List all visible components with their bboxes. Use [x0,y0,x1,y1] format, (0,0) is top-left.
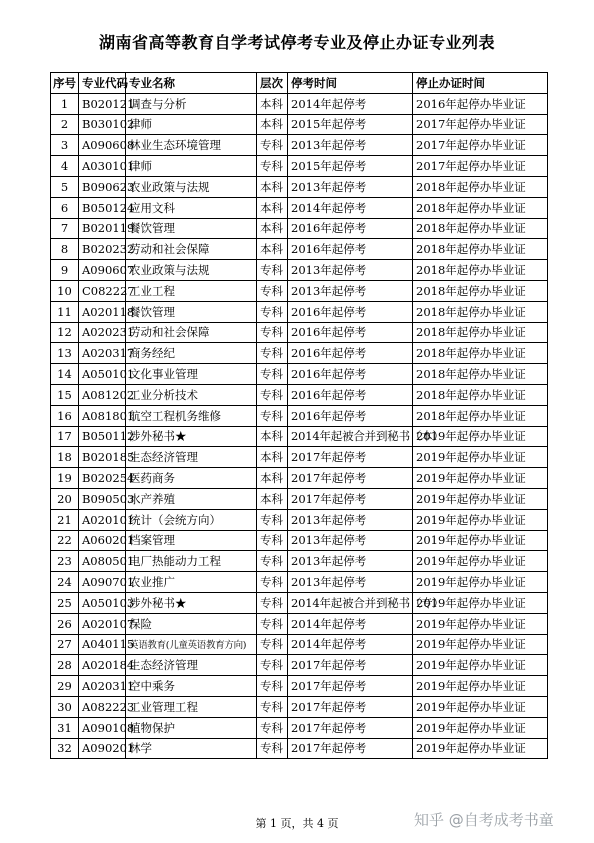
stop-exam-cell: 2015年起停考 [288,114,413,135]
watermark: 知乎 @自考成考书童 [414,811,554,829]
stop-certificate-cell: 2019年起停办毕业证 [413,572,548,593]
stop-exam-cell: 2014年起停考 [288,634,413,655]
name-cell: 劳动和社会保障 [126,239,257,260]
table-row [51,634,548,655]
name-cell: 保险 [126,613,257,634]
name-cell: 生态经济管理 [126,447,257,468]
stop-exam-cell: 2017年起停考 [288,738,413,759]
level-cell: 专科 [257,156,288,177]
seq-cell: 2 [51,114,79,135]
code-cell: A090201 [79,738,126,759]
name-cell: 涉外秘书★ [126,592,257,613]
seq-cell: 4 [51,156,79,177]
level-cell: 专科 [257,551,288,572]
level-cell: 专科 [257,280,288,301]
code-cell: A080501 [79,551,126,572]
stop-certificate-cell: 2018年起停办毕业证 [413,239,548,260]
seq-cell: 21 [51,509,79,530]
code-cell: C082227 [79,280,126,301]
table-row [51,572,548,593]
seq-cell: 24 [51,572,79,593]
seq-cell: 1 [51,93,79,114]
stop-exam-cell: 2016年起停考 [288,301,413,322]
table-row [51,426,548,447]
level-cell: 专科 [257,384,288,405]
stop-exam-cell: 2016年起停考 [288,218,413,239]
table-row [51,197,548,218]
table-row [51,343,548,364]
seq-cell: 18 [51,447,79,468]
table-row [51,488,548,509]
code-cell: B020121 [79,93,126,114]
table-body [51,93,548,759]
table-row [51,509,548,530]
name-cell: 林业生态环境管理 [126,135,257,156]
stop-exam-cell: 2017年起停考 [288,676,413,697]
table-row [51,655,548,676]
name-cell: 工业管理工程 [126,696,257,717]
seq-cell: 27 [51,634,79,655]
table-row [51,114,548,135]
level-cell: 本科 [257,176,288,197]
stop-certificate-cell: 2019年起停办毕业证 [413,488,548,509]
code-cell: A082223 [79,696,126,717]
stop-certificate-cell: 2018年起停办毕业证 [413,197,548,218]
stop-exam-cell: 2014年起被合并到秘书（本） [288,426,413,447]
code-cell: B020119 [79,218,126,239]
stop-certificate-cell: 2019年起停办毕业证 [413,696,548,717]
table-row [51,280,548,301]
seq-cell: 20 [51,488,79,509]
seq-cell: 7 [51,218,79,239]
stop-exam-cell: 2014年起停考 [288,197,413,218]
code-cell: A040115 [79,634,126,655]
stop-exam-cell: 2015年起停考 [288,156,413,177]
code-cell: B090623 [79,176,126,197]
name-cell: 工业工程 [126,280,257,301]
stop-certificate-cell: 2019年起停办毕业证 [413,676,548,697]
stop-certificate-cell: 2017年起停办毕业证 [413,135,548,156]
code-cell: A090608 [79,135,126,156]
stop-exam-cell: 2016年起停考 [288,239,413,260]
level-cell: 本科 [257,447,288,468]
name-cell: 涉外秘书★ [126,426,257,447]
code-cell: B030102 [79,114,126,135]
table-row [51,218,548,239]
stop-exam-cell: 2014年起停考 [288,613,413,634]
stop-exam-cell: 2013年起停考 [288,260,413,281]
table-row [51,301,548,322]
table-header-row [51,73,548,94]
table-row [51,405,548,426]
level-cell: 专科 [257,613,288,634]
name-cell: 林学 [126,738,257,759]
code-cell: A020118 [79,301,126,322]
stop-exam-cell: 2013年起停考 [288,135,413,156]
name-cell: 农业政策与法规 [126,260,257,281]
table-row [51,135,548,156]
stop-certificate-cell: 2018年起停办毕业证 [413,280,548,301]
table-row [51,176,548,197]
table-row [51,613,548,634]
code-cell: A081202 [79,384,126,405]
stop-certificate-cell: 2019年起停办毕业证 [413,655,548,676]
table-row [51,468,548,489]
name-cell: 调查与分析 [126,93,257,114]
code-cell: A020184 [79,655,126,676]
level-cell: 专科 [257,260,288,281]
stop-exam-cell: 2013年起停考 [288,280,413,301]
document-title: 湖南省高等教育自学考试停考专业及停止办证专业列表 [98,33,495,52]
level-cell: 专科 [257,717,288,738]
name-cell: 商务经纪 [126,343,257,364]
level-cell: 本科 [257,114,288,135]
code-cell: A050103 [79,592,126,613]
stop-certificate-cell: 2018年起停办毕业证 [413,218,548,239]
code-cell: A050101 [79,364,126,385]
code-cell: A030101 [79,156,126,177]
seq-cell: 25 [51,592,79,613]
stop-certificate-cell: 2017年起停办毕业证 [413,156,548,177]
seq-cell: 17 [51,426,79,447]
stop-exam-cell: 2013年起停考 [288,551,413,572]
stop-exam-cell: 2013年起停考 [288,572,413,593]
header-stop-exam-time: 停考时间 [288,73,413,94]
seq-cell: 22 [51,530,79,551]
table-row [51,322,548,343]
header-stop-certificate-time: 停止办证时间 [413,73,548,94]
stop-certificate-cell: 2019年起停办毕业证 [413,509,548,530]
stop-exam-cell: 2016年起停考 [288,384,413,405]
level-cell: 专科 [257,655,288,676]
code-cell: B050124 [79,197,126,218]
table-row [51,260,548,281]
name-cell: 植物保护 [126,717,257,738]
seq-cell: 30 [51,696,79,717]
stop-certificate-cell: 2019年起停办毕业证 [413,592,548,613]
stop-certificate-cell: 2019年起停办毕业证 [413,530,548,551]
code-cell: A090108 [79,717,126,738]
stop-certificate-cell: 2018年起停办毕业证 [413,364,548,385]
name-cell: 农业推广 [126,572,257,593]
seq-cell: 19 [51,468,79,489]
stop-certificate-cell: 2019年起停办毕业证 [413,738,548,759]
level-cell: 专科 [257,135,288,156]
stop-exam-cell: 2014年起被合并到秘书（专） [288,592,413,613]
seq-cell: 9 [51,260,79,281]
seq-cell: 16 [51,405,79,426]
stop-certificate-cell: 2019年起停办毕业证 [413,426,548,447]
level-cell: 专科 [257,405,288,426]
seq-cell: 31 [51,717,79,738]
name-cell: 生态经济管理 [126,655,257,676]
stop-exam-cell: 2013年起停考 [288,176,413,197]
name-cell: 律师 [126,114,257,135]
stop-certificate-cell: 2018年起停办毕业证 [413,176,548,197]
level-cell: 专科 [257,530,288,551]
name-cell: 工业分析技术 [126,384,257,405]
stop-certificate-cell: 2019年起停办毕业证 [413,717,548,738]
header-code: 专业代码 [79,73,126,94]
level-cell: 专科 [257,364,288,385]
table-row [51,717,548,738]
code-cell: A020107 [79,613,126,634]
name-cell: 文化事业管理 [126,364,257,385]
stop-exam-cell: 2017年起停考 [288,655,413,676]
name-cell: 应用文科 [126,197,257,218]
code-cell: B050112 [79,426,126,447]
seq-cell: 10 [51,280,79,301]
name-cell: 餐饮管理 [126,218,257,239]
table-row [51,530,548,551]
stop-certificate-cell: 2018年起停办毕业证 [413,384,548,405]
name-cell: 档案管理 [126,530,257,551]
level-cell: 专科 [257,592,288,613]
stop-certificate-cell: 2018年起停办毕业证 [413,260,548,281]
level-cell: 本科 [257,218,288,239]
header-seq: 序号 [51,73,79,94]
name-cell: 统计（会统方向） [126,509,257,530]
level-cell: 本科 [257,197,288,218]
seq-cell: 3 [51,135,79,156]
seq-cell: 14 [51,364,79,385]
code-cell: B020254 [79,468,126,489]
stop-certificate-cell: 2019年起停办毕业证 [413,613,548,634]
code-cell: B020232 [79,239,126,260]
name-cell: 医药商务 [126,468,257,489]
table-row [51,592,548,613]
name-cell: 律师 [126,156,257,177]
seq-cell: 23 [51,551,79,572]
stop-certificate-cell: 2018年起停办毕业证 [413,322,548,343]
stop-certificate-cell: 2017年起停办毕业证 [413,114,548,135]
name-cell: 英语教育(儿童英语教育方向) [126,634,257,655]
level-cell: 本科 [257,93,288,114]
code-cell: A081801 [79,405,126,426]
seq-cell: 5 [51,176,79,197]
seq-cell: 11 [51,301,79,322]
table-row [51,696,548,717]
page-footer: 第 1 页，共 4 页 [255,817,339,830]
stop-exam-cell: 2014年起停考 [288,93,413,114]
seq-cell: 29 [51,676,79,697]
level-cell: 专科 [257,343,288,364]
stop-exam-cell: 2017年起停考 [288,468,413,489]
level-cell: 专科 [257,634,288,655]
code-cell: B020185 [79,447,126,468]
level-cell: 本科 [257,426,288,447]
level-cell: 专科 [257,572,288,593]
stop-certificate-cell: 2019年起停办毕业证 [413,634,548,655]
code-cell: A060201 [79,530,126,551]
header-level: 层次 [257,73,288,94]
name-cell: 劳动和社会保障 [126,322,257,343]
name-cell: 空中乘务 [126,676,257,697]
table-row [51,738,548,759]
level-cell: 专科 [257,696,288,717]
header-name: 专业名称 [126,73,257,94]
table-row [51,364,548,385]
code-cell: A090701 [79,572,126,593]
code-cell: A020101 [79,509,126,530]
code-cell: A020311 [79,676,126,697]
stop-exam-cell: 2017年起停考 [288,717,413,738]
level-cell: 本科 [257,488,288,509]
code-cell: A020317 [79,343,126,364]
table-row [51,93,548,114]
stop-certificate-cell: 2018年起停办毕业证 [413,343,548,364]
stop-certificate-cell: 2019年起停办毕业证 [413,551,548,572]
seq-cell: 6 [51,197,79,218]
stop-exam-cell: 2016年起停考 [288,364,413,385]
stop-certificate-cell: 2016年起停办毕业证 [413,93,548,114]
discontinued-majors-table [50,72,548,759]
seq-cell: 15 [51,384,79,405]
seq-cell: 32 [51,738,79,759]
seq-cell: 13 [51,343,79,364]
stop-exam-cell: 2017年起停考 [288,696,413,717]
table-row [51,384,548,405]
level-cell: 本科 [257,239,288,260]
level-cell: 专科 [257,676,288,697]
table-row [51,447,548,468]
name-cell: 电厂热能动力工程 [126,551,257,572]
code-cell: B090503 [79,488,126,509]
stop-exam-cell: 2017年起停考 [288,488,413,509]
level-cell: 专科 [257,301,288,322]
stop-exam-cell: 2016年起停考 [288,405,413,426]
stop-exam-cell: 2013年起停考 [288,509,413,530]
name-cell: 餐饮管理 [126,301,257,322]
stop-exam-cell: 2016年起停考 [288,322,413,343]
level-cell: 专科 [257,738,288,759]
seq-cell: 12 [51,322,79,343]
code-cell: A090607 [79,260,126,281]
stop-exam-cell: 2013年起停考 [288,530,413,551]
level-cell: 专科 [257,322,288,343]
seq-cell: 28 [51,655,79,676]
stop-exam-cell: 2016年起停考 [288,343,413,364]
stop-certificate-cell: 2019年起停办毕业证 [413,468,548,489]
table-row [51,551,548,572]
table-row [51,676,548,697]
stop-certificate-cell: 2018年起停办毕业证 [413,405,548,426]
seq-cell: 8 [51,239,79,260]
stop-exam-cell: 2017年起停考 [288,447,413,468]
table-row [51,156,548,177]
stop-certificate-cell: 2019年起停办毕业证 [413,447,548,468]
name-cell: 航空工程机务维修 [126,405,257,426]
level-cell: 专科 [257,509,288,530]
code-cell: A020231 [79,322,126,343]
name-cell: 水产养殖 [126,488,257,509]
name-cell: 农业政策与法规 [126,176,257,197]
seq-cell: 26 [51,613,79,634]
level-cell: 本科 [257,468,288,489]
table-row [51,239,548,260]
stop-certificate-cell: 2018年起停办毕业证 [413,301,548,322]
